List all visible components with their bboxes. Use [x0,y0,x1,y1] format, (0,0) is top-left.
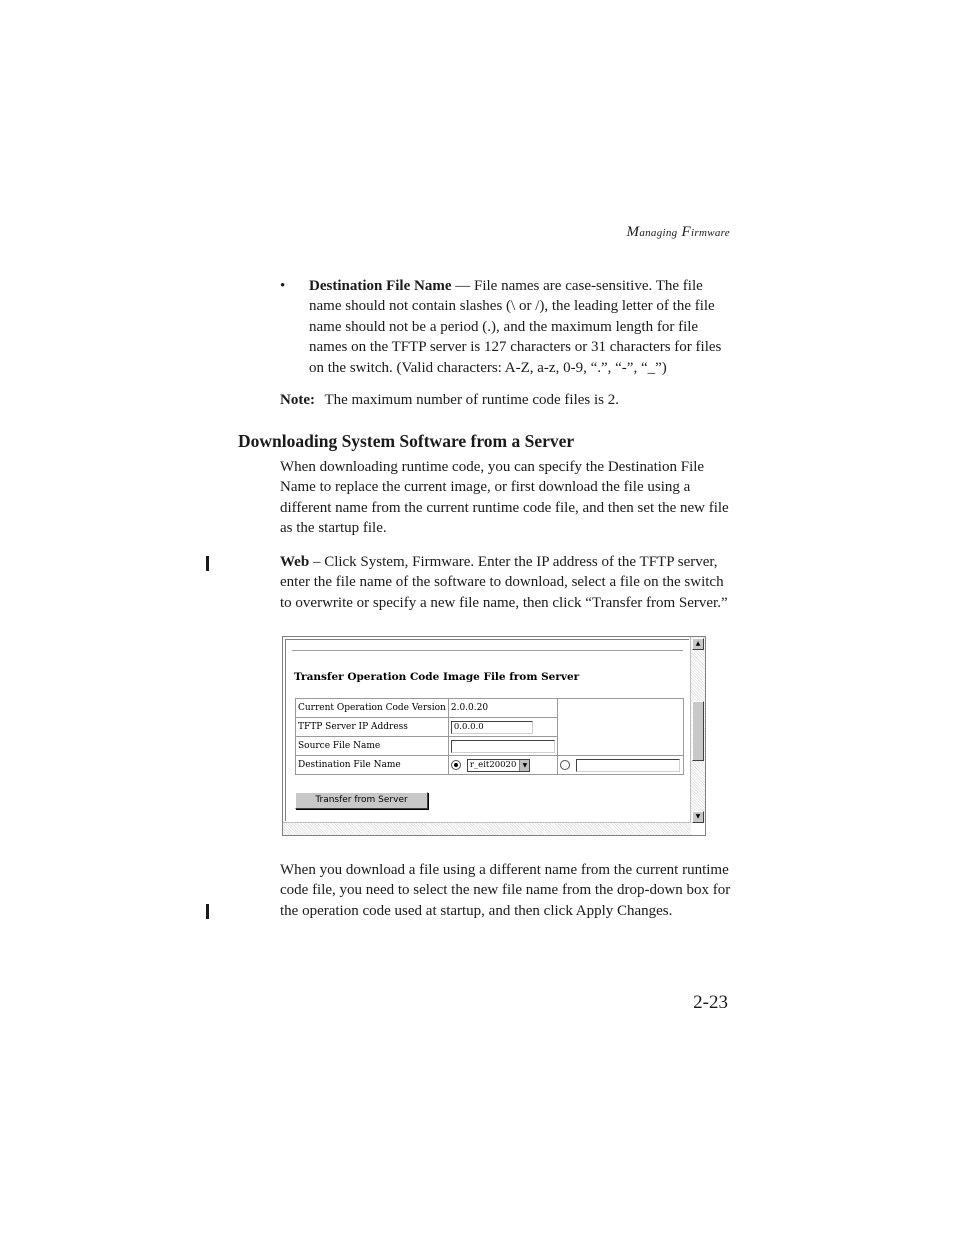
section-heading: Downloading System Software from a Server [238,431,575,451]
dest-file-select[interactable]: r_eit20020 ▼ [467,759,531,772]
divider [292,650,683,652]
vertical-scrollbar[interactable] [690,637,705,823]
web-instructions: – Click System, Firmware. Enter the IP address of the TFTP server, enter the file name of the software to download, select a file on the switch to overwrite or specify a new file name, then click “Transfer from Server.” [280,554,728,611]
bullet-description: — File names are case-sensitive. The file name should not contain slashes (\ or /), the leading letter of the file name should not be a period (.), and the maximum length for file names on the TFTP server is 127 characters or 31 characters for files on the switch. (Valid characters: A-Z, a-z, 0-9, “.”, “-”, “_”) [309,278,722,376]
current-version-value: 2.0.0.20 [448,699,557,718]
paragraph-startup: When you download a file using a different name from the current runtime code file, you need to select the new file name from the drop-down box for the operation code used at startup, and then click Apply Changes. [280,862,731,919]
firmware-transfer-screenshot [282,636,706,836]
transfer-from-server-button[interactable]: Transfer from Server [295,792,428,809]
dest-file-label: Destination File Name [296,756,449,775]
paragraph-web [280,552,735,613]
table-row [296,699,684,718]
bullet-symbol: • [280,278,286,294]
note [280,392,619,409]
bullet-item [280,276,730,378]
dest-new-radio[interactable] [560,760,570,770]
running-header: Managing Firmware [626,224,730,240]
tftp-ip-input[interactable]: 0.0.0.0 [451,721,533,734]
table-row [296,756,684,775]
bullet-term: Destination File Name [309,278,452,294]
page-number: 2-23 [693,992,728,1013]
dropdown-arrow-icon: ▼ [519,760,529,771]
web-label: Web [280,554,310,570]
source-file-input[interactable] [451,740,555,753]
scroll-down-icon[interactable]: ▼ [692,811,704,823]
scroll-thumb[interactable] [692,701,704,761]
change-bar [206,556,209,571]
scroll-up-icon[interactable]: ▲ [692,638,704,650]
horizontal-scrollbar[interactable] [283,822,691,835]
current-version-label: Current Operation Code Version [296,699,449,718]
note-label: Note: [280,392,315,408]
paragraph-downloading: When downloading runtime code, you can specify the Destination File Name to replace the current image, or first download the file using a different name from the current runtime code file, and then set the new file as the startup file. [280,459,729,537]
transfer-settings-table [295,698,684,775]
change-bar [206,904,209,919]
note-text: The maximum number of runtime code files is 2. [324,392,619,408]
dest-existing-radio[interactable] [451,760,461,770]
source-file-label: Source File Name [296,737,449,756]
transfer-title: Transfer Operation Code Image File from Server [294,671,580,683]
tftp-ip-label: TFTP Server IP Address [296,718,449,737]
dest-new-file-input[interactable] [576,759,680,772]
